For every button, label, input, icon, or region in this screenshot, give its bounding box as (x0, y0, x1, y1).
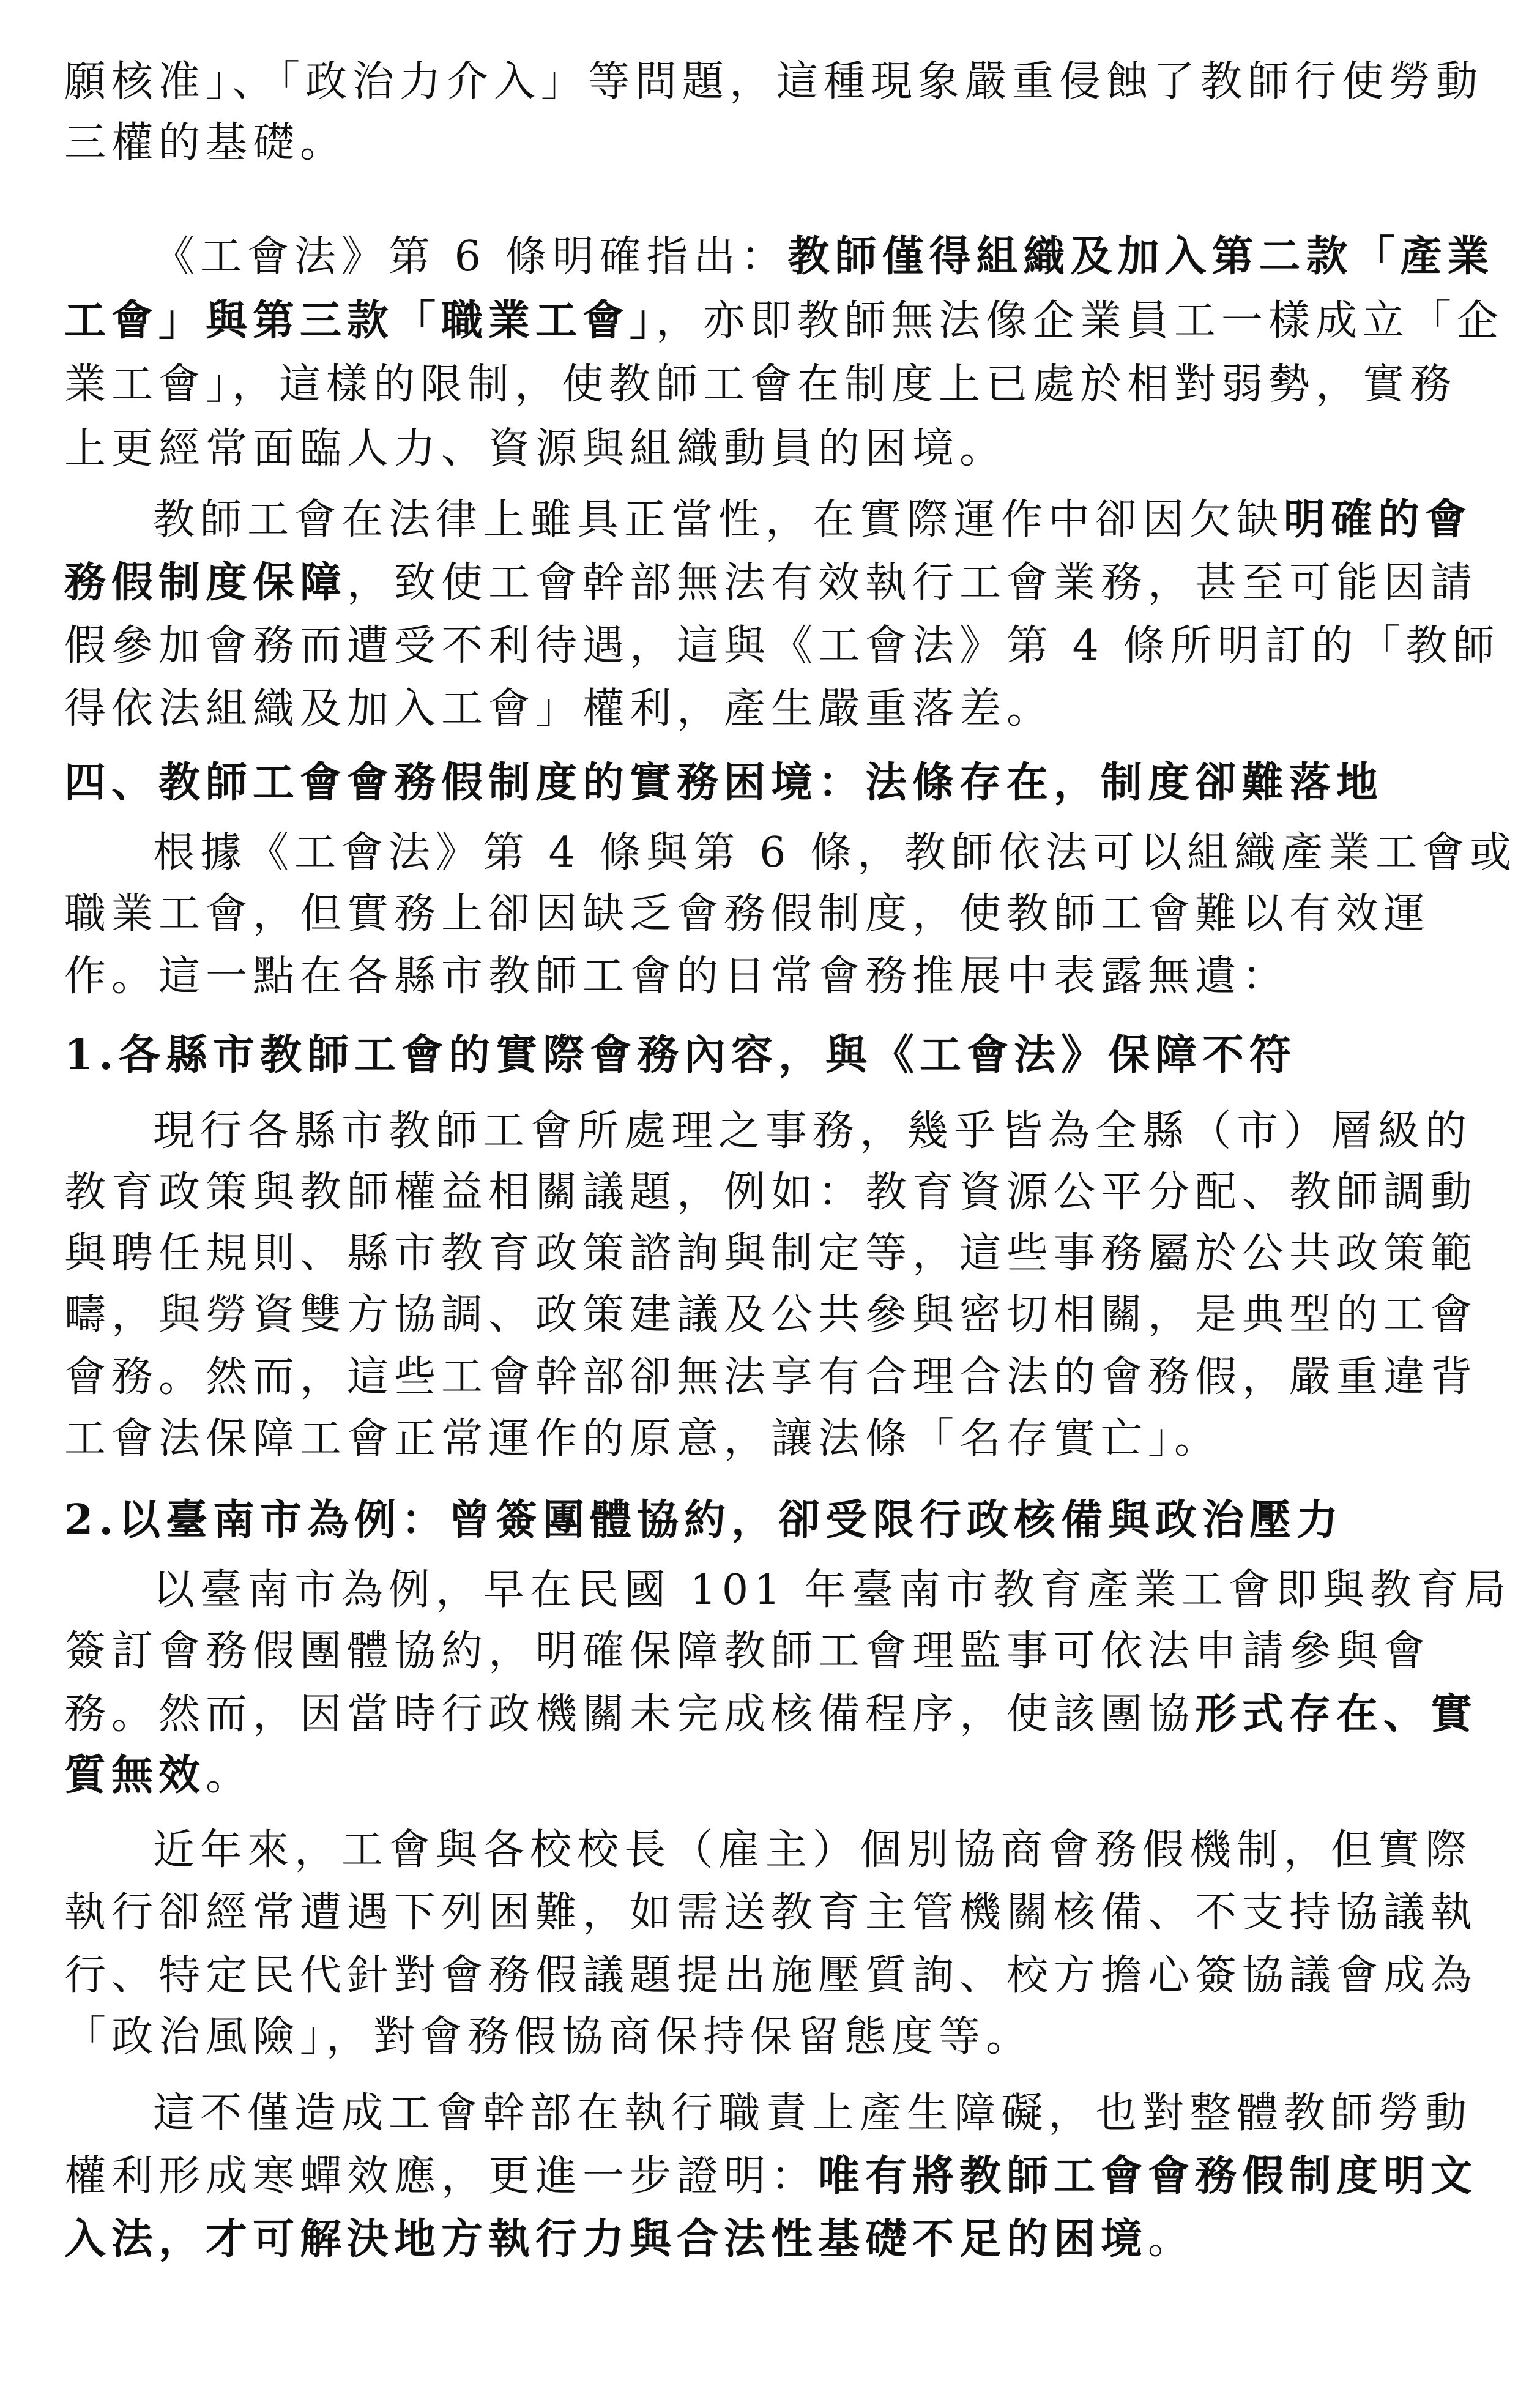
text-line (64, 1229, 1478, 1278)
bold-text: 務假制度保障 (64, 558, 348, 607)
text-line (64, 425, 1007, 473)
text-line (64, 2013, 1033, 2061)
bold-text: 質無效 (64, 1751, 206, 1800)
text-line (64, 685, 1054, 733)
text: 行、特定民代針對會務假議題提出施壓質詢、校方擔心簽協議會成為 (64, 1951, 1478, 2000)
text-line (64, 1415, 1222, 1463)
text: 職業工會，但實務上卻因缺乏會務假制度，使教師工會難以有效運 (64, 890, 1431, 938)
text: 教育政策與教師權益相關議題，例如：教育資源公平分配、教師調動 (64, 1168, 1478, 1217)
text: 得依法組織及加入工會」權利，產生嚴重落差。 (64, 685, 1054, 733)
text-line (64, 1031, 1296, 1079)
text-line (64, 1951, 1478, 2000)
text-line (64, 2215, 1196, 2264)
text-line (64, 2152, 1478, 2201)
text: 簽訂會務假團體協約，明確保障教師工會理監事可依法申請參與會 (64, 1627, 1431, 1676)
text-line (64, 360, 1457, 409)
bold-text: 明確的會 (1284, 495, 1473, 544)
text-line (64, 1888, 1478, 1937)
text: 會務。然而，這些工會幹部卻無法享有合理合法的會務假，嚴重違背 (64, 1353, 1478, 1401)
bold-text: 教師僅得組織及加入第二款「產業 (787, 232, 1495, 281)
bold-text: 唯有將教師工會會務假制度明文 (818, 2152, 1478, 2201)
text: 業工會」，這樣的限制，使教師工會在制度上已處於相對弱勢，實務 (64, 360, 1457, 409)
text-line (64, 1627, 1431, 1676)
bold-text: 工會」與第三款「職業工會」 (64, 296, 657, 345)
text-line (153, 1826, 1473, 1874)
text: 假參加會務而遭受不利待遇，這與《工會法》第 4 條所明訂的「教師 (64, 622, 1500, 670)
text-line (64, 890, 1431, 938)
text: 作。這一點在各縣市教師工會的日常會務推展中表露無遺： (64, 952, 1290, 1001)
text: 《工會法》第 6 條明確指出： (153, 233, 788, 281)
text-line (153, 1107, 1473, 1155)
text: ，致使工會幹部無法有效執行工會業務，甚至可能因請 (347, 559, 1478, 607)
text: 務。然而，因當時行政機關未完成核備程序，使該團協 (64, 1690, 1196, 1739)
text: 「政治風險」，對會務假協商保持保留態度等。 (64, 2013, 1033, 2061)
text-line (64, 1291, 1478, 1339)
text-line (64, 1496, 1344, 1545)
text: 現行各縣市教師工會所處理之事務，幾乎皆為全縣（市）層級的 (153, 1107, 1473, 1155)
text-line (64, 622, 1500, 670)
text-line (153, 495, 1473, 544)
text: 教師工會在法律上雖具正當性，在實際運作中卻因欠缺 (153, 496, 1284, 544)
text-line (64, 296, 1505, 345)
text: 疇，與勞資雙方協調、政策建議及公共參與密切相關，是典型的工會 (64, 1291, 1478, 1339)
text: 以臺南市為例，早在民國 101 年臺南市教育產業工會即與教育局 (153, 1566, 1512, 1614)
text-line (64, 952, 1290, 1001)
text: ，亦即教師無法像企業員工一樣成立「企 (656, 297, 1505, 345)
text-line (64, 58, 1484, 106)
text-line (64, 119, 348, 167)
text: 三權的基礎。 (64, 119, 348, 167)
text-line (153, 829, 1517, 877)
bold-text: 1.各縣市教師工會的實際會務內容，與《工會法》保障不符 (64, 1031, 1296, 1079)
bold-text: 2.以臺南市為例：曾簽團體協約，卻受限行政核備與政治壓力 (64, 1496, 1344, 1545)
text-line (64, 1751, 253, 1800)
text-line (153, 1566, 1512, 1614)
text-line (64, 758, 1384, 807)
text: 。 (1148, 2215, 1196, 2264)
text: 願核准」、「政治力介入」等問題，這種現象嚴重侵蝕了教師行使勞動 (64, 58, 1484, 106)
text: 近年來，工會與各校校長（雇主）個別協商會務假機制，但實際 (153, 1826, 1473, 1874)
text: 根據《工會法》第 4 條與第 6 條，教師依法可以組織產業工會或 (153, 829, 1517, 877)
text: 與聘任規則、縣市教育政策諮詢與制定等，這些事務屬於公共政策範 (64, 1229, 1478, 1278)
text-line (64, 1353, 1478, 1401)
text: 這不僅造成工會幹部在執行職責上產生障礙，也對整體教師勞動 (153, 2089, 1473, 2138)
text-line (153, 2089, 1473, 2138)
text-line (64, 1690, 1478, 1739)
text: 執行卻經常遭遇下列困難，如需送教育主管機關核備、不支持協議執 (64, 1888, 1478, 1937)
text: 上更經常面臨人力、資源與組織動員的困境。 (64, 425, 1007, 473)
text: 。 (206, 1751, 253, 1800)
text-line (64, 1168, 1478, 1217)
bold-text: 入法，才可解決地方執行力與合法性基礎不足的困境 (64, 2215, 1148, 2264)
bold-text: 形式存在、實 (1195, 1690, 1478, 1739)
text: 工會法保障工會正常運作的原意，讓法條「名存實亡」。 (64, 1415, 1222, 1463)
bold-text: 四、教師工會會務假制度的實務困境：法條存在，制度卻難落地 (64, 758, 1384, 807)
text-line (153, 232, 1495, 281)
text-line (64, 558, 1478, 607)
text: 權利形成寒蟬效應，更進一步證明： (64, 2152, 819, 2201)
